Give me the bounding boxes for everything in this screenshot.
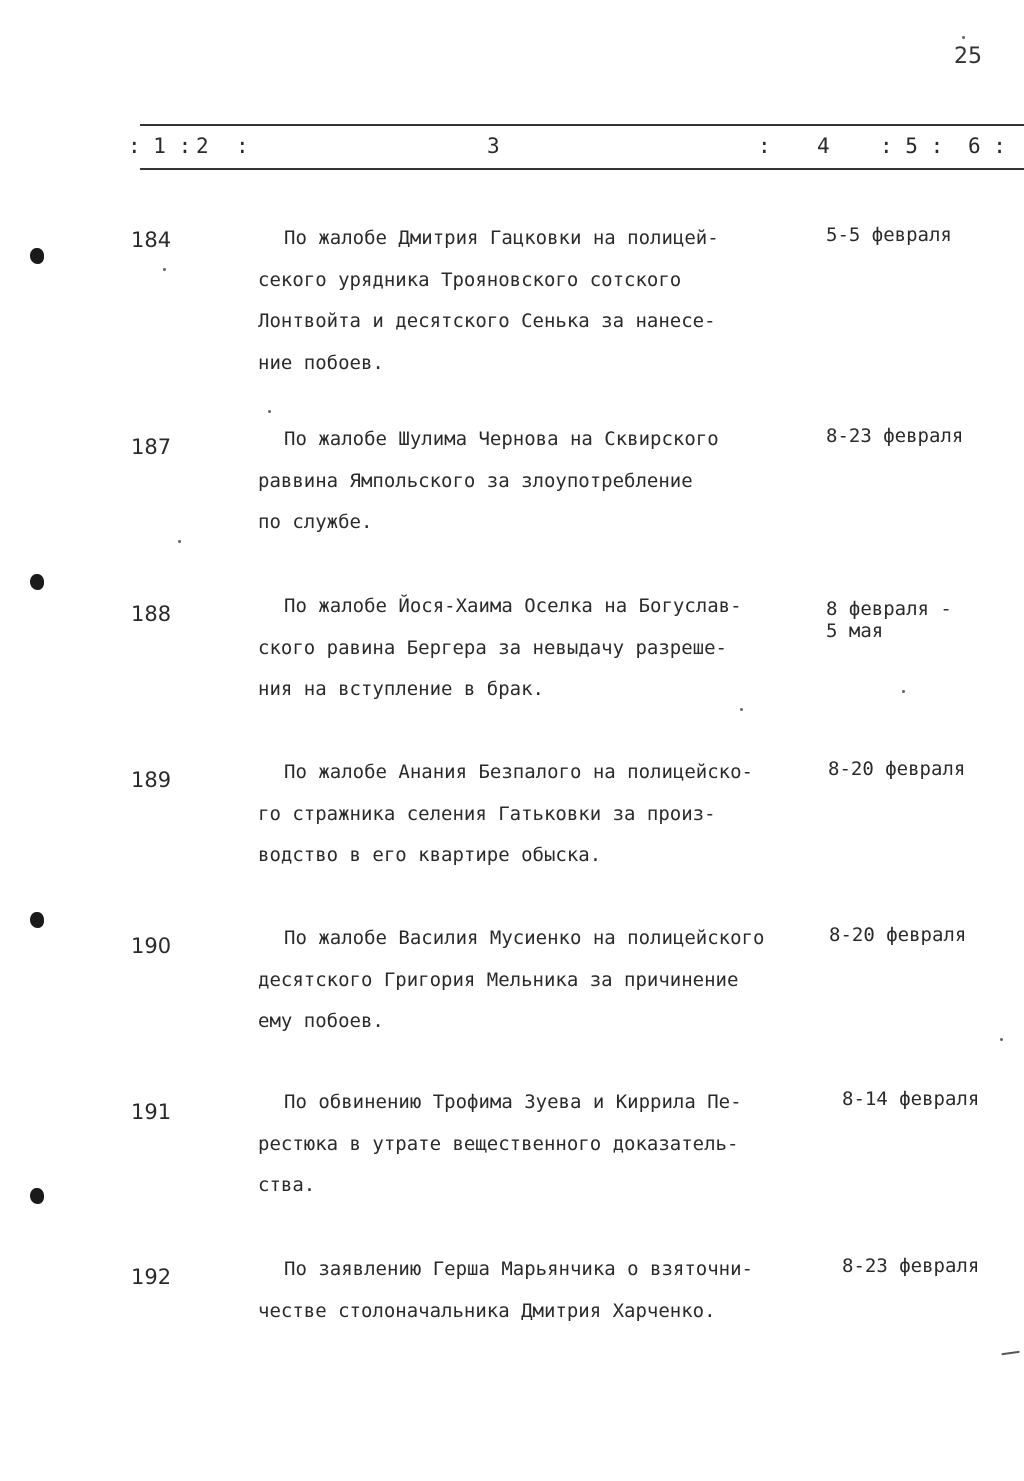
header-col-4: 4 [817, 134, 830, 158]
page-number: 25 [954, 44, 982, 69]
row-date: 8-20 февраля [829, 924, 967, 946]
scan-speck [178, 540, 181, 543]
scan-speck [1000, 1038, 1003, 1041]
header-col-5: : 5 : [880, 134, 944, 158]
row-number: 191 [131, 1100, 172, 1124]
row-description [258, 1082, 818, 1207]
row-date: 8-23 февраля [826, 425, 964, 447]
edge-mark [1002, 1351, 1021, 1361]
row-number: 192 [131, 1265, 172, 1289]
scan-speck [962, 36, 965, 39]
row-text: По жалобе Йося-Хаима Оселка на Богуслав- ского равина Бергера за невыдачу разреше- ния на вступление в брак. [258, 595, 742, 700]
row-date: 5-5 февраля [826, 224, 952, 246]
row-date: 8 февраля - 5 мая [826, 598, 952, 642]
header-col-1: : 1 : [128, 134, 192, 158]
header-top-rule [140, 124, 1024, 126]
row-number: 187 [131, 435, 172, 459]
row-text: По жалобе Шулима Чернова на Сквирского раввина Ямпольского за злоупотребление по службе. [258, 428, 719, 533]
row-description [258, 586, 818, 711]
row-date: 8-23 февраля [842, 1255, 980, 1277]
scan-speck [163, 268, 166, 271]
row-description [258, 218, 818, 384]
row-text: По жалобе Анания Безпалого на полицейско- го стражника селения Гатьковки за произ- водство в его квартире обыска. [258, 761, 753, 866]
binder-hole-mark [30, 248, 44, 264]
binder-hole-mark [30, 574, 44, 590]
header-col-2: 2 [196, 134, 209, 158]
row-description [258, 419, 818, 544]
row-text: По обвинению Трофима Зуева и Киррила Пе- рестюка в утрате вещественного доказатель- ства. [258, 1091, 742, 1196]
row-date: 8-14 февраля [842, 1088, 980, 1110]
row-date: 8-20 февраля [828, 758, 966, 780]
scan-speck [740, 708, 743, 711]
header-col-3: 3 [487, 134, 500, 158]
binder-hole-mark [30, 912, 44, 928]
header-col-3-separator: : [758, 134, 771, 158]
row-number: 189 [131, 768, 172, 792]
row-number: 190 [131, 934, 172, 958]
header-col-6: 6 : [968, 134, 1006, 158]
row-text: По заявлению Герша Марьянчика о взяточни- честве столоначальника Дмитрия Харченко. [258, 1258, 753, 1322]
header-bottom-rule [140, 168, 1024, 170]
header-col-2-separator: : [236, 134, 249, 158]
scan-speck [902, 690, 905, 693]
row-number: 188 [131, 602, 172, 626]
row-text: По жалобе Василия Мусиенко на полицейского десятского Григория Мельника за причинение ему побоев. [258, 927, 765, 1032]
scan-speck [268, 410, 271, 413]
row-description [258, 752, 818, 877]
row-description [258, 1249, 818, 1332]
row-description [258, 918, 818, 1043]
row-text: По жалобе Дмитрия Гацковки на полицей- секого урядника Трояновского сотского Лонтвойта и десятского Сенька за нанесе- ние побоев. [258, 227, 719, 374]
row-number: 184 [131, 228, 172, 252]
binder-hole-mark [30, 1188, 44, 1204]
